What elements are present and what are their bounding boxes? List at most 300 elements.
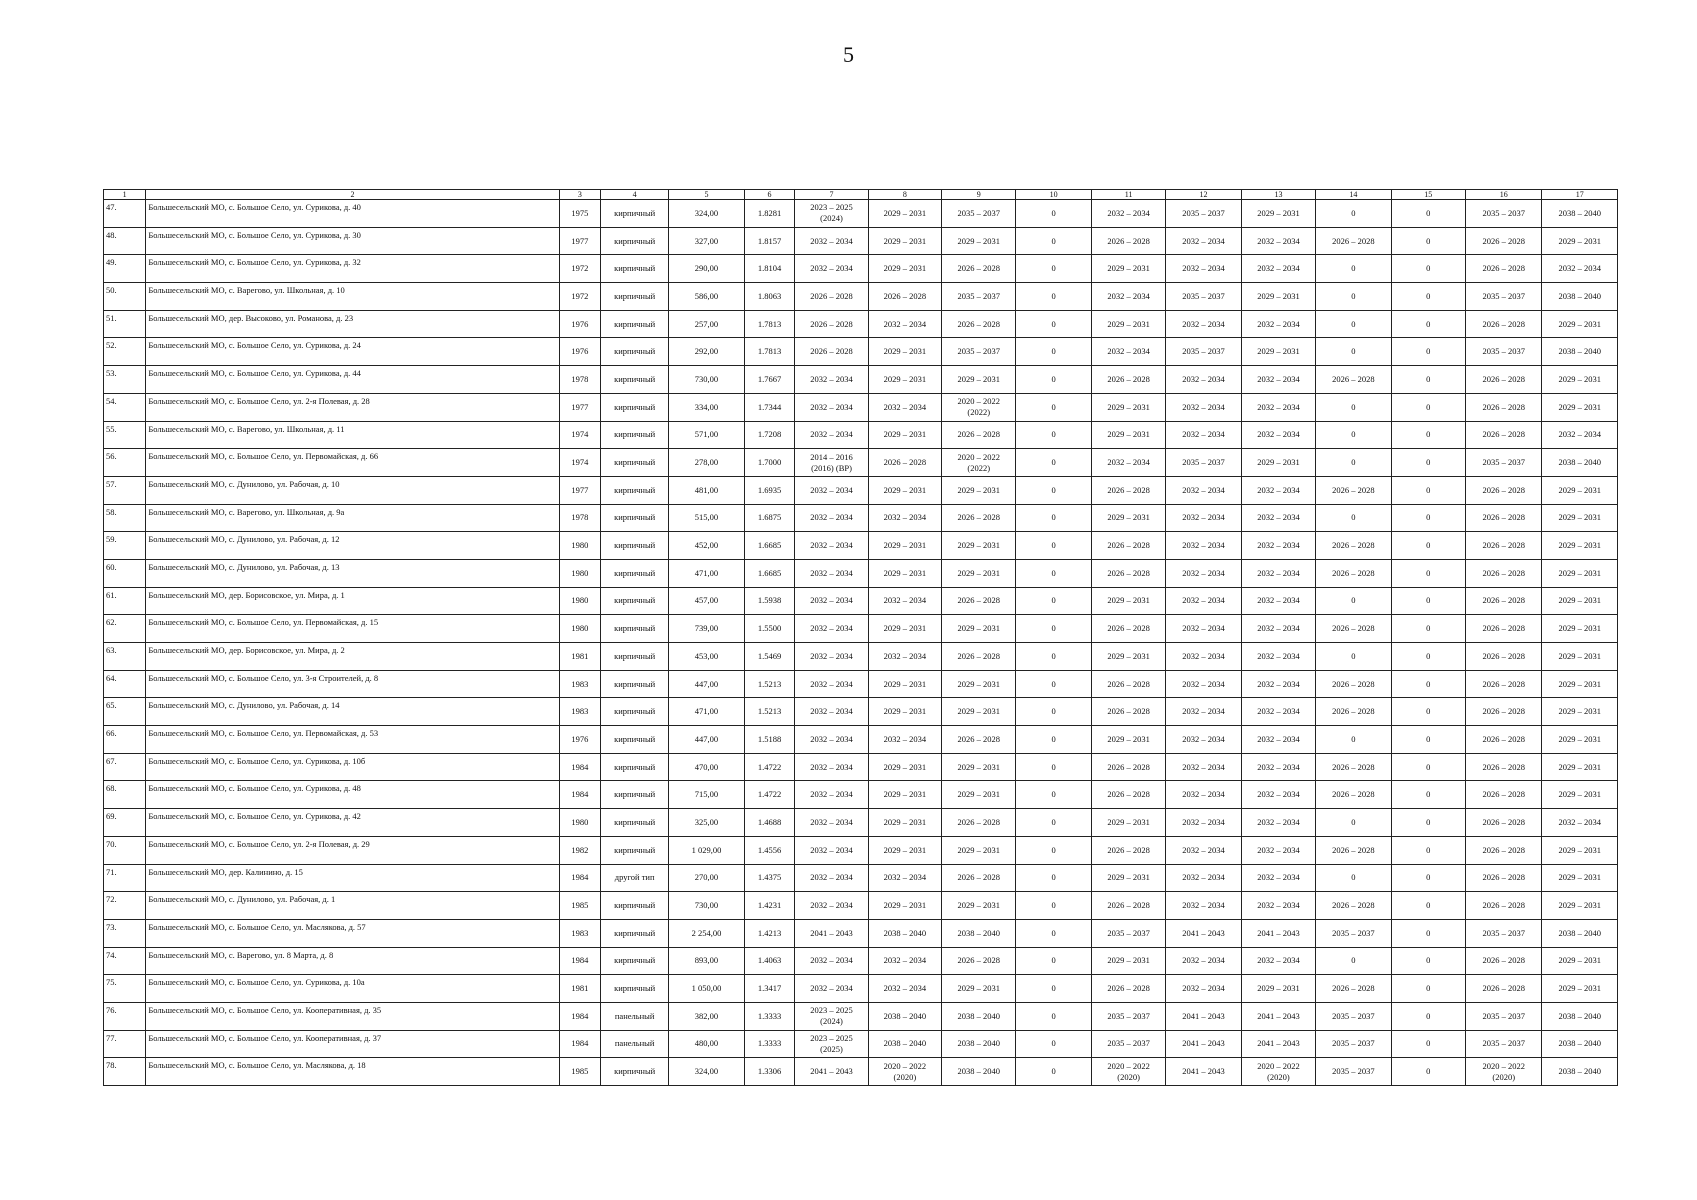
table-cell: кирпичный <box>601 1058 669 1086</box>
table-cell: 0 <box>1016 726 1091 754</box>
address-cell: Большесельский МО, с. Большое Село, ул. Первомайская, д. 15 <box>146 615 559 643</box>
table-cell: 2032 – 2034 <box>868 587 941 615</box>
table-cell: 2038 – 2040 <box>1542 1058 1618 1086</box>
table-cell: 2032 – 2034 <box>795 255 868 283</box>
table-cell: 2029 – 2031 <box>1542 532 1618 560</box>
table-cell: 1984 <box>559 1002 600 1030</box>
table-cell: 1 050,00 <box>669 975 744 1003</box>
table-cell: кирпичный <box>601 947 669 975</box>
table-cell: 1.4231 <box>744 892 795 920</box>
table-cell: 2029 – 2031 <box>942 670 1016 698</box>
table-cell: кирпичный <box>601 726 669 754</box>
table-cell: 2035 – 2037 <box>1465 449 1541 477</box>
table-cell: 2032 – 2034 <box>795 670 868 698</box>
table-cell: 1.4556 <box>744 836 795 864</box>
table-cell: 2026 – 2028 <box>1465 476 1541 504</box>
table-cell: 0 <box>1391 670 1465 698</box>
table-cell: 2032 – 2034 <box>1166 310 1241 338</box>
table-cell: 2032 – 2034 <box>795 393 868 421</box>
row-number: 67. <box>104 753 146 781</box>
table-cell: 2032 – 2034 <box>1166 559 1241 587</box>
column-header-2: 2 <box>146 190 559 200</box>
address-cell: Большесельский МО, с. Большое Село, ул. 3-я Строителей, д. 8 <box>146 670 559 698</box>
table-row <box>104 753 1618 781</box>
table-cell: 2032 – 2034 <box>795 559 868 587</box>
table-cell: 2 254,00 <box>669 919 744 947</box>
table-cell: 452,00 <box>669 532 744 560</box>
table-cell: 1.6935 <box>744 476 795 504</box>
table-cell: 0 <box>1316 726 1391 754</box>
table-cell: 0 <box>1316 255 1391 283</box>
table-cell: 2026 – 2028 <box>1465 698 1541 726</box>
table-cell: 2020 – 2022 (2020) <box>1465 1058 1541 1086</box>
table-cell: 2032 – 2034 <box>1166 615 1241 643</box>
table-cell: 1984 <box>559 781 600 809</box>
table-row <box>104 698 1618 726</box>
row-number: 53. <box>104 366 146 394</box>
table-cell: 2038 – 2040 <box>1542 919 1618 947</box>
table-cell: 2029 – 2031 <box>1542 393 1618 421</box>
address-cell: Большесельский МО, с. Большое Село, ул. Сурикова, д. 10а <box>146 975 559 1003</box>
table-cell: 2038 – 2040 <box>1542 1002 1618 1030</box>
table-cell: 0 <box>1016 975 1091 1003</box>
table-cell: 2032 – 2034 <box>1166 366 1241 394</box>
table-cell: 2032 – 2034 <box>868 310 941 338</box>
table-cell: 2029 – 2031 <box>942 836 1016 864</box>
row-number: 47. <box>104 200 146 228</box>
table-cell: 0 <box>1391 947 1465 975</box>
table-header <box>104 190 1618 200</box>
table-cell: 2026 – 2028 <box>1091 227 1165 255</box>
table-cell: кирпичный <box>601 449 669 477</box>
table-cell: 2041 – 2043 <box>1166 1002 1241 1030</box>
table-cell: 2035 – 2037 <box>1316 1058 1391 1086</box>
table-cell: кирпичный <box>601 670 669 698</box>
table-cell: 2032 – 2034 <box>1166 864 1241 892</box>
row-number: 76. <box>104 1002 146 1030</box>
table-cell: 2026 – 2028 <box>942 310 1016 338</box>
table-cell: 2026 – 2028 <box>1091 892 1165 920</box>
table-cell: кирпичный <box>601 504 669 532</box>
table-cell: 2032 – 2034 <box>795 421 868 449</box>
table-cell: 2032 – 2034 <box>1241 227 1315 255</box>
table-cell: 257,00 <box>669 310 744 338</box>
table-cell: 1984 <box>559 864 600 892</box>
table-cell: 0 <box>1016 366 1091 394</box>
table-row <box>104 421 1618 449</box>
address-cell: Большесельский МО, с. Большое Село, ул. Сурикова, д. 40 <box>146 200 559 228</box>
column-header-10: 10 <box>1016 190 1091 200</box>
table-cell: 2032 – 2034 <box>1241 947 1315 975</box>
table-cell: 0 <box>1391 310 1465 338</box>
table-cell: 1975 <box>559 200 600 228</box>
table-cell: 0 <box>1391 255 1465 283</box>
row-number: 50. <box>104 283 146 311</box>
table-cell: 0 <box>1016 559 1091 587</box>
table-cell: 2026 – 2028 <box>942 864 1016 892</box>
table-cell: кирпичный <box>601 643 669 671</box>
table-cell: 2026 – 2028 <box>795 310 868 338</box>
table-cell: 2032 – 2034 <box>868 726 941 754</box>
table-cell: 2029 – 2031 <box>868 809 941 837</box>
table-cell: 2026 – 2028 <box>1316 366 1391 394</box>
column-header-4: 4 <box>601 190 669 200</box>
table-cell: 2026 – 2028 <box>1465 366 1541 394</box>
table-cell: 1980 <box>559 559 600 587</box>
table-cell: 2035 – 2037 <box>1166 449 1241 477</box>
table-cell: 2029 – 2031 <box>1542 476 1618 504</box>
table-cell: кирпичный <box>601 366 669 394</box>
table-cell: 1.8157 <box>744 227 795 255</box>
table-cell: 2032 – 2034 <box>795 504 868 532</box>
table-cell: 2029 – 2031 <box>942 975 1016 1003</box>
table-cell: 0 <box>1016 227 1091 255</box>
table-cell: 2026 – 2028 <box>1465 421 1541 449</box>
table-cell: 2026 – 2028 <box>1316 781 1391 809</box>
column-header-7: 7 <box>795 190 868 200</box>
table-cell: 334,00 <box>669 393 744 421</box>
table-cell: 2032 – 2034 <box>1241 476 1315 504</box>
row-number: 78. <box>104 1058 146 1086</box>
table-cell: панельный <box>601 1002 669 1030</box>
table-cell: 2026 – 2028 <box>1091 366 1165 394</box>
table-cell: 1.5213 <box>744 670 795 698</box>
table-cell: 2032 – 2034 <box>1166 227 1241 255</box>
table-cell: 2020 – 2022 (2022) <box>942 393 1016 421</box>
table-cell: 2032 – 2034 <box>868 975 941 1003</box>
column-header-15: 15 <box>1391 190 1465 200</box>
table-row <box>104 366 1618 394</box>
column-header-16: 16 <box>1465 190 1541 200</box>
table-cell: 2029 – 2031 <box>868 892 941 920</box>
table-cell: 2032 – 2034 <box>868 864 941 892</box>
table-cell: 2026 – 2028 <box>1316 698 1391 726</box>
table-cell: 2029 – 2031 <box>1542 864 1618 892</box>
table-cell: 1.7667 <box>744 366 795 394</box>
table-cell: 2020 – 2022 (2022) <box>942 449 1016 477</box>
address-cell: Большесельский МО, с. Варегово, ул. Школьная, д. 11 <box>146 421 559 449</box>
table-cell: 2026 – 2028 <box>1465 726 1541 754</box>
table-cell: 2029 – 2031 <box>1091 393 1165 421</box>
table-cell: 2032 – 2034 <box>795 975 868 1003</box>
table-cell: 1.3333 <box>744 1030 795 1058</box>
table-cell: 2032 – 2034 <box>795 892 868 920</box>
table-cell: 0 <box>1016 255 1091 283</box>
table-cell: 1984 <box>559 753 600 781</box>
table-cell: 2026 – 2028 <box>1316 476 1391 504</box>
table-cell: 2029 – 2031 <box>942 476 1016 504</box>
table-row <box>104 975 1618 1003</box>
table-cell: 2029 – 2031 <box>1091 643 1165 671</box>
table-cell: 2029 – 2031 <box>1542 698 1618 726</box>
table-cell: 1984 <box>559 1030 600 1058</box>
table-cell: 2038 – 2040 <box>1542 338 1618 366</box>
table-cell: 1.6875 <box>744 504 795 532</box>
table-cell: 0 <box>1391 393 1465 421</box>
table-cell: 2032 – 2034 <box>1241 781 1315 809</box>
row-number: 73. <box>104 919 146 947</box>
table-cell: кирпичный <box>601 559 669 587</box>
table-row <box>104 393 1618 421</box>
table-cell: 2029 – 2031 <box>868 476 941 504</box>
row-number: 64. <box>104 670 146 698</box>
address-cell: Большесельский МО, с. Большое Село, ул. Сурикова, д. 42 <box>146 809 559 837</box>
table-cell: 2035 – 2037 <box>942 283 1016 311</box>
table-cell: 1985 <box>559 892 600 920</box>
table-cell: 2038 – 2040 <box>1542 200 1618 228</box>
table-cell: 2026 – 2028 <box>942 504 1016 532</box>
table-cell: 586,00 <box>669 283 744 311</box>
table-cell: кирпичный <box>601 310 669 338</box>
table-cell: 2029 – 2031 <box>1091 587 1165 615</box>
table-cell: 0 <box>1391 200 1465 228</box>
table-cell: 1976 <box>559 310 600 338</box>
table-cell: 0 <box>1391 892 1465 920</box>
table-cell: 2026 – 2028 <box>942 643 1016 671</box>
table-cell: 2029 – 2031 <box>942 698 1016 726</box>
table-cell: 2026 – 2028 <box>942 947 1016 975</box>
row-number: 61. <box>104 587 146 615</box>
table-row <box>104 504 1618 532</box>
table-cell: 2029 – 2031 <box>1542 947 1618 975</box>
table-cell: 1977 <box>559 393 600 421</box>
table-cell: 2026 – 2028 <box>1091 615 1165 643</box>
column-header-5: 5 <box>669 190 744 200</box>
table-cell: 0 <box>1016 1058 1091 1086</box>
table-cell: 2032 – 2034 <box>795 726 868 754</box>
table-cell: 2026 – 2028 <box>1091 532 1165 560</box>
table-cell: 1.5469 <box>744 643 795 671</box>
table-cell: 2026 – 2028 <box>1316 559 1391 587</box>
table-cell: кирпичный <box>601 698 669 726</box>
table-cell: 2026 – 2028 <box>1465 559 1541 587</box>
table-cell: 2038 – 2040 <box>868 1030 941 1058</box>
table-cell: 0 <box>1391 449 1465 477</box>
table-cell: 0 <box>1391 532 1465 560</box>
table-cell: 0 <box>1016 421 1091 449</box>
table-cell: панельный <box>601 1030 669 1058</box>
table-cell: 0 <box>1391 338 1465 366</box>
table-cell: 2029 – 2031 <box>1241 975 1315 1003</box>
table-cell: 0 <box>1316 449 1391 477</box>
table-cell: 2032 – 2034 <box>1241 255 1315 283</box>
table-cell: 0 <box>1391 643 1465 671</box>
table-cell: кирпичный <box>601 615 669 643</box>
table-cell: 2032 – 2034 <box>1241 670 1315 698</box>
table-cell: 2032 – 2034 <box>1166 836 1241 864</box>
address-cell: Большесельский МО, с. Большое Село, ул. Сурикова, д. 24 <box>146 338 559 366</box>
row-number: 49. <box>104 255 146 283</box>
table-cell: 447,00 <box>669 726 744 754</box>
table-cell: 2026 – 2028 <box>1091 753 1165 781</box>
address-cell: Большесельский МО, с. Большое Село, ул. Кооперативная, д. 37 <box>146 1030 559 1058</box>
table-cell: 2029 – 2031 <box>942 781 1016 809</box>
table-cell: 2041 – 2043 <box>795 919 868 947</box>
table-cell: 2029 – 2031 <box>868 781 941 809</box>
table-cell: 2038 – 2040 <box>942 1002 1016 1030</box>
row-number: 51. <box>104 310 146 338</box>
table-cell: 0 <box>1391 1002 1465 1030</box>
table-cell: 0 <box>1391 476 1465 504</box>
table-cell: 2032 – 2034 <box>1166 726 1241 754</box>
table-cell: 1980 <box>559 809 600 837</box>
table-cell: 0 <box>1016 1002 1091 1030</box>
address-cell: Большесельский МО, дер. Борисовское, ул. Мира, д. 2 <box>146 643 559 671</box>
table-cell: 1972 <box>559 255 600 283</box>
table-row <box>104 809 1618 837</box>
table-cell: 1983 <box>559 670 600 698</box>
table-row <box>104 919 1618 947</box>
table-cell: кирпичный <box>601 255 669 283</box>
table-cell: 2029 – 2031 <box>1091 726 1165 754</box>
table-cell: 2029 – 2031 <box>1542 781 1618 809</box>
table-cell: кирпичный <box>601 836 669 864</box>
address-cell: Большесельский МО, с. Большое Село, ул. Кооперативная, д. 35 <box>146 1002 559 1030</box>
table-cell: 2026 – 2028 <box>1091 975 1165 1003</box>
table-cell: 0 <box>1016 753 1091 781</box>
table-cell: 1.4722 <box>744 781 795 809</box>
table-cell: 0 <box>1016 310 1091 338</box>
address-cell: Большесельский МО, с. Дунилово, ул. Рабочая, д. 14 <box>146 698 559 726</box>
table-cell: 2032 – 2034 <box>795 864 868 892</box>
table-cell: 2029 – 2031 <box>868 532 941 560</box>
table-cell: 0 <box>1316 809 1391 837</box>
table-cell: 1.3333 <box>744 1002 795 1030</box>
table-cell: 2032 – 2034 <box>1166 393 1241 421</box>
table-cell: 2026 – 2028 <box>1465 504 1541 532</box>
table-row <box>104 338 1618 366</box>
address-cell: Большесельский МО, дер. Высоково, ул. Романова, д. 23 <box>146 310 559 338</box>
table-cell: 2035 – 2037 <box>1465 1030 1541 1058</box>
table-cell: 0 <box>1391 1058 1465 1086</box>
table-cell: 1980 <box>559 532 600 560</box>
column-header-9: 9 <box>942 190 1016 200</box>
table-cell: кирпичный <box>601 919 669 947</box>
table-cell: 2032 – 2034 <box>795 809 868 837</box>
table-row <box>104 1058 1618 1086</box>
table-cell: 1.8104 <box>744 255 795 283</box>
table-cell: 2026 – 2028 <box>1316 532 1391 560</box>
address-cell: Большесельский МО, с. Большое Село, ул. Сурикова, д. 30 <box>146 227 559 255</box>
table-cell: 0 <box>1016 532 1091 560</box>
table-cell: 1981 <box>559 975 600 1003</box>
table-cell: 1981 <box>559 643 600 671</box>
table-cell: 2026 – 2028 <box>1091 836 1165 864</box>
column-header-6: 6 <box>744 190 795 200</box>
table-row <box>104 310 1618 338</box>
table-cell: 0 <box>1391 781 1465 809</box>
table-cell: 1.4213 <box>744 919 795 947</box>
table-cell: 730,00 <box>669 366 744 394</box>
table-cell: 2029 – 2031 <box>1542 559 1618 587</box>
table-cell: 1.4063 <box>744 947 795 975</box>
table-cell: 1.7344 <box>744 393 795 421</box>
table-cell: 2032 – 2034 <box>1241 366 1315 394</box>
row-number: 72. <box>104 892 146 920</box>
table-cell: 0 <box>1316 587 1391 615</box>
table-cell: 2035 – 2037 <box>1465 283 1541 311</box>
table-cell: 2035 – 2037 <box>1091 1002 1165 1030</box>
table-cell: 2026 – 2028 <box>942 255 1016 283</box>
address-cell: Большесельский МО, с. Большое Село, ул. Сурикова, д. 48 <box>146 781 559 809</box>
table-body <box>104 200 1618 1086</box>
table-cell: 2035 – 2037 <box>1166 200 1241 228</box>
table-cell: 2029 – 2031 <box>868 338 941 366</box>
table-cell: 0 <box>1016 781 1091 809</box>
page-number: 5 <box>843 42 854 67</box>
table-cell: 1.6685 <box>744 532 795 560</box>
row-number: 63. <box>104 643 146 671</box>
table-cell: 1.7000 <box>744 449 795 477</box>
table-cell: 2041 – 2043 <box>1241 1002 1315 1030</box>
table-cell: 2032 – 2034 <box>795 615 868 643</box>
address-cell: Большесельский МО, с. Дунилово, ул. Рабочая, д. 12 <box>146 532 559 560</box>
table-cell: 2032 – 2034 <box>795 227 868 255</box>
table-cell: 2038 – 2040 <box>868 919 941 947</box>
table-cell: 453,00 <box>669 643 744 671</box>
table-cell: 2032 – 2034 <box>1166 781 1241 809</box>
table-cell: 0 <box>1316 310 1391 338</box>
row-number: 57. <box>104 476 146 504</box>
address-cell: Большесельский МО, дер. Борисовское, ул. Мира, д. 1 <box>146 587 559 615</box>
table-cell: 2026 – 2028 <box>1316 975 1391 1003</box>
table-cell: 2026 – 2028 <box>1465 753 1541 781</box>
table-cell: 2026 – 2028 <box>1316 615 1391 643</box>
table-cell: 0 <box>1016 643 1091 671</box>
row-number: 54. <box>104 393 146 421</box>
table-row <box>104 864 1618 892</box>
table-cell: 0 <box>1016 587 1091 615</box>
table-cell: 2023 – 2025 (2025) <box>795 1030 868 1058</box>
table-cell: 2029 – 2031 <box>868 836 941 864</box>
table-cell: 2023 – 2025 (2024) <box>795 200 868 228</box>
table-cell: 2029 – 2031 <box>1542 366 1618 394</box>
table-cell: 2035 – 2037 <box>1465 338 1541 366</box>
table-cell: 0 <box>1391 864 1465 892</box>
table-cell: 2032 – 2034 <box>795 532 868 560</box>
table-cell: 2032 – 2034 <box>868 643 941 671</box>
table-cell: 2026 – 2028 <box>1091 698 1165 726</box>
table-cell: 2029 – 2031 <box>868 421 941 449</box>
table-cell: 2026 – 2028 <box>1465 781 1541 809</box>
table-cell: 893,00 <box>669 947 744 975</box>
table-cell: 278,00 <box>669 449 744 477</box>
table-cell: 471,00 <box>669 559 744 587</box>
table-cell: 1980 <box>559 587 600 615</box>
table-cell: 0 <box>1391 726 1465 754</box>
address-cell: Большесельский МО, с. Варегово, ул. Школьная, д. 9а <box>146 504 559 532</box>
table-cell: 2014 – 2016 (2016) (ВР) <box>795 449 868 477</box>
table-cell: 2029 – 2031 <box>1241 200 1315 228</box>
table-cell: 1976 <box>559 726 600 754</box>
address-cell: Большесельский МО, с. Большое Село, ул. Сурикова, д. 44 <box>146 366 559 394</box>
table-cell: 0 <box>1391 283 1465 311</box>
table-cell: 2032 – 2034 <box>1241 643 1315 671</box>
table-cell: 2041 – 2043 <box>1241 919 1315 947</box>
table-cell: 2032 – 2034 <box>1166 892 1241 920</box>
table-cell: 2032 – 2034 <box>1091 338 1165 366</box>
table-cell: 2032 – 2034 <box>1166 255 1241 283</box>
table-cell: 2032 – 2034 <box>1166 532 1241 560</box>
table-cell: 0 <box>1316 200 1391 228</box>
table-row <box>104 255 1618 283</box>
row-number: 52. <box>104 338 146 366</box>
row-number: 65. <box>104 698 146 726</box>
table-cell: 2029 – 2031 <box>1542 310 1618 338</box>
table-cell: 0 <box>1016 393 1091 421</box>
table-cell: 481,00 <box>669 476 744 504</box>
table-cell: 0 <box>1391 615 1465 643</box>
